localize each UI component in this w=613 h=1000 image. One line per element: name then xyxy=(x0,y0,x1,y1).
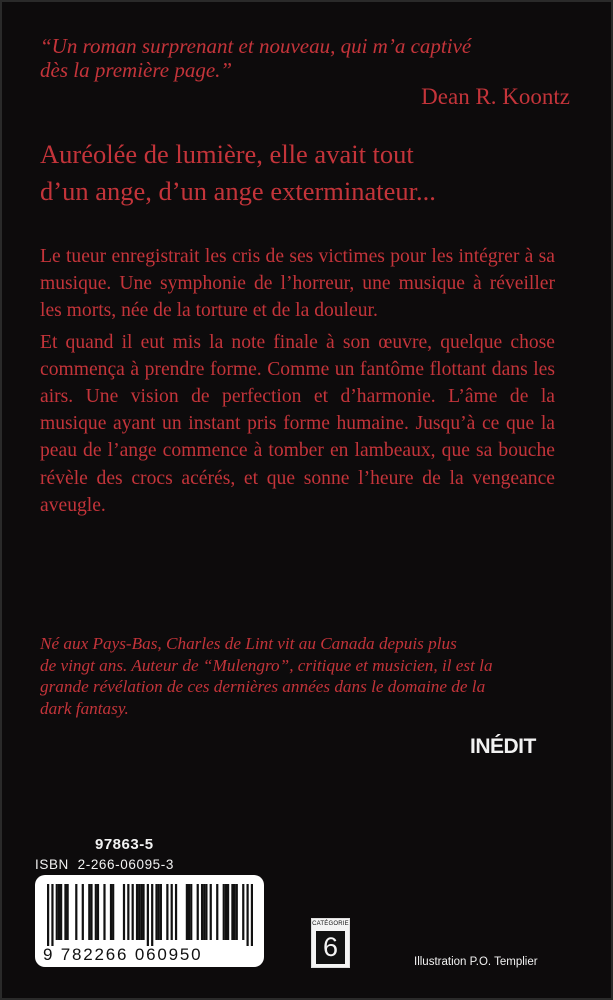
barcode-bar xyxy=(227,884,229,940)
barcode-bar xyxy=(90,884,92,940)
category-number-box xyxy=(316,931,345,964)
barcode-bar xyxy=(236,884,238,940)
isbn-label: ISBN xyxy=(35,857,69,872)
category-label: CATÉGORIE xyxy=(312,921,349,927)
barcode-bar xyxy=(210,884,212,940)
barcode-bar xyxy=(242,884,244,940)
illustration-credit: Illustration P.O. Templier xyxy=(414,956,538,968)
barcode-bar xyxy=(47,884,49,946)
barcode-bar xyxy=(201,884,203,940)
tagline xyxy=(40,136,560,210)
barcode-bar xyxy=(132,884,134,940)
barcode-bar xyxy=(95,884,97,940)
barcode-bar xyxy=(67,884,69,940)
quote-line: dès la première page.” xyxy=(40,58,233,82)
barcode-bar xyxy=(223,884,225,940)
bio-line: de vingt ans. Auteur de “Mulengro”, critique et musicien, il est la xyxy=(40,655,493,675)
quote-author: Dean R. Koontz xyxy=(421,84,570,109)
synopsis-blurb xyxy=(40,243,555,523)
barcode-bar xyxy=(175,884,177,940)
bio-line: dark fantasy. xyxy=(40,698,129,718)
barcode-bar xyxy=(225,884,227,940)
barcode xyxy=(35,875,264,967)
author-bio xyxy=(40,633,560,719)
barcode-bar xyxy=(155,884,157,940)
barcode-bar xyxy=(136,884,138,940)
barcode-bar xyxy=(97,884,99,940)
barcode-bar xyxy=(56,884,58,940)
isbn-value: 2-266-06095-3 xyxy=(77,857,174,872)
barcode-bar xyxy=(197,884,199,940)
bio-line: grande révélation de ces dernières années dans le domaine de la xyxy=(40,677,486,696)
barcode-bar xyxy=(203,884,205,940)
barcode-bar xyxy=(112,884,114,940)
quote-line: “Un roman surprenant et nouveau, qui m’a captivé xyxy=(40,34,472,58)
barcode-bar xyxy=(140,884,142,940)
bio-line: Né aux Pays-Bas, Charles de Lint vit au Canada depuis plus xyxy=(40,634,457,653)
barcode-bar xyxy=(216,884,218,940)
category-number: 6 xyxy=(322,932,339,962)
barcode-bar xyxy=(75,884,77,940)
barcode-bar xyxy=(186,884,188,940)
barcode-bar xyxy=(188,884,190,940)
barcode-bar xyxy=(103,884,105,940)
barcode-bar xyxy=(160,884,162,940)
barcode-bar xyxy=(147,884,149,946)
barcode-bar xyxy=(151,884,153,946)
barcode-bar xyxy=(246,884,248,946)
barcode-bar xyxy=(166,884,168,940)
barcode-bar xyxy=(58,884,60,940)
isbn-line xyxy=(35,857,174,872)
barcode-bar xyxy=(231,884,233,940)
barcode-bar xyxy=(171,884,173,940)
stock-number: 97863-5 xyxy=(95,836,154,853)
category-badge xyxy=(311,918,350,968)
barcode-bar xyxy=(64,884,66,940)
barcode-bar xyxy=(88,884,90,940)
barcode-bars xyxy=(47,884,253,946)
blurb-paragraph: Et quand il eut mis la note finale à son œuvre, quelque chose commença à prendre forme. Comme un fantôme flottant dans les airs. Une vision de perfection et d’harmonie. L’âme de la musique ayant un instant pris forme humaine. Jusqu’à ce que la peau de l’ange commence à tomber en lambeaux, que sa bouche révèle des crocs acérés, et que sonne l’heure de la vengeance aveugle. xyxy=(40,331,555,516)
barcode-bar xyxy=(158,884,160,940)
tagline-line: Auréolée de lumière, elle avait tout xyxy=(40,139,414,169)
barcode-bar xyxy=(205,884,207,940)
barcode-bar xyxy=(123,884,125,940)
endorsement-quote xyxy=(40,34,570,110)
barcode-bar xyxy=(82,884,84,940)
barcode-digits: 9 782266 060950 xyxy=(43,945,203,964)
barcode-bar xyxy=(51,884,53,946)
barcode-bar xyxy=(127,884,129,940)
barcode-bar xyxy=(190,884,192,940)
blurb-paragraph: Le tueur enregistrait les cris de ses victimes pour les intégrer à sa musique. Une symphonie de l’horreur, une musique à réveiller les morts, née de la torture et de la douleur. xyxy=(40,246,555,322)
barcode-bar xyxy=(138,884,140,940)
quote-text xyxy=(40,34,570,82)
inedit-badge: INÉDIT xyxy=(470,735,536,758)
barcode-bar xyxy=(233,884,235,940)
barcode-bar xyxy=(251,884,253,946)
barcode-bar xyxy=(110,884,112,940)
tagline-line: d’un ange, d’un ange exterminateur... xyxy=(40,176,436,206)
barcode-bar xyxy=(60,884,62,940)
barcode-bar xyxy=(142,884,144,940)
